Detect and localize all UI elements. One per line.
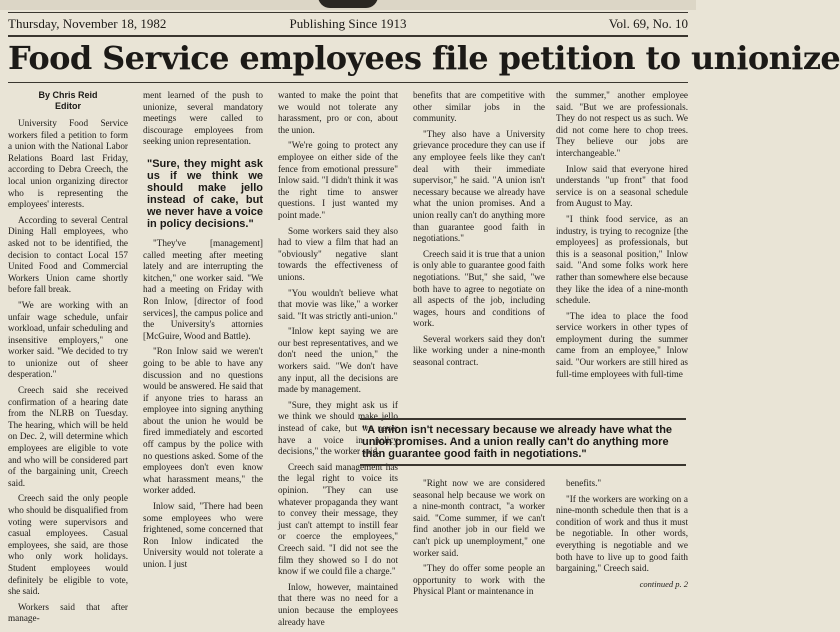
column-1 [8,90,128,629]
byline [8,90,128,112]
issue-date: Thursday, November 18, 1982 [8,16,167,31]
byline-author: By Chris Reid [38,90,98,100]
paragraph: "Right now we are considered seasonal help because we work on a nine-month contract, "a worker said. "Come summer, if we can't find another job in our field we can't pick up unemployment," one worker said. [413,478,545,558]
paragraph: "Ron Inlow said we weren't going to be able to have any discussion and no questions would be answered. He said that if anyone tries to harass an employee into signing anything about the union he would be fired immediately and escorted off campus by the police with no questions asked. Some of the employees don't even know what harassment means," the worker added. [143,346,263,496]
paragraph: Inlow said, "There had been some employees who were frightened, some concerned that Ron Inlow indicated the University would not tolerate a union. I just [143,501,263,569]
column-5 [556,90,688,384]
paragraph: "Inlow kept saying we are our best representatives, and we don't need the union," the workers said. "We don't have any input, all the decisions are made by management. [278,326,398,395]
paragraph: "Sure, they might ask us if we think we should make jello instead of cake, but we never have a voice in policy decisions," the worker said. [278,399,398,457]
continued-note: continued p. 2 [639,578,688,589]
paragraph: benefits that are competitive with other similar jobs in the community. [413,90,545,124]
byline-title: Editor [55,101,81,111]
paragraph: Creech said it is true that a union is only able to guarantee good faith negotiations. "But," she said, "we both have to agree to negotiate on all aspects of the job, including wages, hours and conditions of work. [413,248,545,329]
paragraph: benefits." [566,478,602,488]
pull-quote-wide: "A union isn't necessary because we already have what the union promises. And a union really can't do anything more than guarantee good faith in negotiations." [360,418,686,466]
paragraph: the summer," another employee said. "But we are professionals. They do not respect us as such. We did not come here to chop trees. They believe our jobs are interchangeable." [556,90,688,158]
pull-quote: "Sure, they might ask us if we think we should make jello instead of cake, but we never have a voice in policy decisions." [147,157,263,230]
paragraph: According to several Central Dining Hall employees, who asked not to be identified, the decision to contact Local 157 United Food and Commercial Workers Union came shortly before fall break. [8,214,128,295]
paragraph: "I think food service, as an industry, is trying to recognize [the employees] as professionals, but this is a seasonal position," Inlow said. "And some folks work here rather than somewhere else because they like the idea of a nine-month schedule. [556,213,688,306]
masthead-fragment [318,0,378,8]
paragraph: "They've [management] called meeting after meeting lately and are interrupting the kitchen," one worker said. "We had a meeting on Friday with Ron Inlow, [director of food services], the campus police and the University's attornies [McGuire, Wood and Battle). [143,237,263,341]
paragraph: Creech said the only people who should be disqualified from voting were supervisors and casual employees. Casual employees, she said, are those who only work holidays. Student employees would definitely be eligible to vote, she said. [8,493,128,597]
column-2 [143,90,263,575]
paragraph: Inlow, however, maintained that there was no need for a union because the employees already have [278,581,398,627]
paragraph: Workers said that after manage- [8,601,128,624]
paragraph: Several workers said they don't like working under a nine-month seasonal contract. [413,333,545,368]
paragraph: Some workers said they also had to view a film that had an "obviously" negative slant towards the effectiveness of unions. [278,225,398,282]
dateline-bar [8,12,688,37]
volume-number: Vol. 69, No. 10 [608,16,688,31]
paragraph: "You wouldn't believe what that movie was like," a worker said. "It was strictly anti-union." [278,287,398,321]
paragraph: Creech said management has the legal right to voice its opinion. "They can use whatever propaganda they want to convey their message, they just can't attempt to instill fear or coerce the employees," Creech said. "I did not see the film they showed so I do not know if we could file a charge." [278,461,398,577]
paragraph: Creech said she received confirmation of a hearing date from the NLRB on Tuesday. The hearing, which will be held on Dec. 2, will determine which employees are eligible to vote and who will be considered part of the bargaining unit, Creech said. [8,385,128,488]
paragraph: ment learned of the push to unionize, several mandatory meetings were called to discourage employees from seeking union representation. [143,90,263,147]
paragraph: University Food Service workers filed a petition to form a union with the National Labor Relations Board last Friday, according to Debra Creech, the local union organizing director who is representing the employees' interests. [8,118,128,210]
column-4-bottom [413,478,545,602]
headline: Food Service employees file petition to unionize [8,39,840,77]
paragraph: "We are working with an unfair wage schedule, unfair workload, unfair scheduling and insensitive employers," one worker said. "We decided to try to unionize out of sheer desperation." [8,299,128,380]
paragraph: "We're going to protect any employee on either side of the fence from emotional pressure" Inlow said. "I didn't think it was the right time to answer questions. I just wanted my point made." [278,140,398,220]
paragraph: wanted to make the point that we would not tolerate any harassment, pro or con, about the union. [278,90,398,135]
paragraph: "If the workers are working on a nine-month schedule then that is a condition of work and thus it must be negotiable. In other words, everything is negotiable and we both have to live up to good faith bargaining," Creech said. [556,493,688,574]
headline-rule [8,82,688,83]
column-3 [278,90,398,632]
paragraph: Inlow said that everyone hired understands "up front" that food service is on a seasonal schedule from August to May. [556,163,688,209]
paragraph: "They do offer some people an opportunity to work with the Physical Plant or maintenance in [413,563,545,597]
paragraph: "The idea to place the food service workers in other types of employment during the summer came from an employee," Inlow said. "Our workers are still hired as full-time employees with full-time [556,310,688,379]
column-4 [413,90,545,373]
publishing-since: Publishing Since 1913 [289,16,407,31]
column-5-bottom [556,478,688,590]
paragraph: "They also have a University grievance procedure they can use if any employee feels like they can't deal with their immediate supervisor," he said. "A union isn't necessary because we already have what the union promises. And a union really can't do anything more than guarantee good faith in negotiations." [413,128,545,244]
